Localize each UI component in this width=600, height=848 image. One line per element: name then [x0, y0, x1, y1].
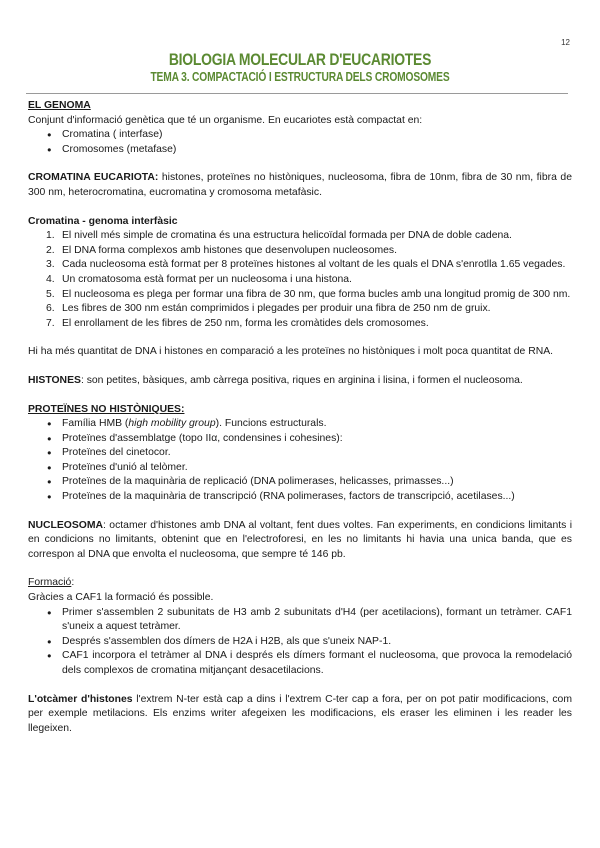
- list-item: ● Cromatina ( interfase): [28, 128, 572, 143]
- page-number: 12: [561, 38, 570, 47]
- formacio-intro: Gràcies a CAF1 la formació és possible.: [28, 592, 214, 604]
- heading-genoma: EL GENOMA: [28, 100, 91, 111]
- cromatina-eucariota-text: histones, proteïnes no històniques, nucleosoma, fibra de 10nm, fibra de 30 nm, fibra de 300 nm, heterocromatina, eucromatina y cromosoma metafàsic.: [28, 172, 572, 198]
- header-divider: [26, 93, 568, 94]
- list-item: ● Proteïnes de la maquinària de replicació (DNA polimerases, helicasses, primasses...): [28, 475, 572, 490]
- list-item: ● Família HMB (high mobility group). Funcions estructurals.: [28, 417, 572, 432]
- list-item: ● Proteïnes d'assemblatge (topo IIα, condensines i cohesines):: [28, 432, 572, 447]
- list-item: 3. Cada nucleosoma està format per 8 proteïnes histones al voltant de les quals el DNA s'enrotlla 1.65 vegades.: [46, 259, 566, 271]
- section-genoma: [28, 99, 572, 157]
- section-proteines: [28, 403, 572, 505]
- octamer-text: l'extrem N-ter està cap a dins i l'extrem C-ter cap a fora, per on pot patir modificacions, com per exemple metilacions. Els enzims writer afegeixen les modificacions, els eraser les eliminen i les reader les llegeixen.: [28, 693, 572, 734]
- section-formacio: Formació: Gràcies a CAF1 la formació és possible. ● Primer s'assemblen 2 subunitats de H3 amb 2 subunitats d'H4 (per acetilacions), formant un tetràmer. CAF1 s'uneix a aquest tetràmer. ● Després s'assemblen dos dímers de H2A i H2B, als que s'uneix NAP-1. ● CAF1 incorpora el tetràmer al DNA i després els dímers formant el nucleosoma, que provoca la remodelació dels complexos de cromatina mitjançant desacetilacions.: [28, 576, 572, 678]
- list-item: 4. Un cromatosoma està format per un nucleosoma i una histona.: [46, 273, 352, 285]
- cromatina-genoma-list: [28, 229, 572, 331]
- list-item: ● CAF1 incorpora el tetràmer al DNA i després els dímers formant el nucleosoma, que provoca la remodelació dels complexos de cromatina mitjançant desacetilacions.: [28, 649, 572, 678]
- section-cromatina-eucariota: [28, 171, 572, 200]
- formacio-list: [28, 606, 572, 679]
- heading-proteines: PROTEÏNES NO HISTÒNIQUES:: [28, 403, 185, 415]
- section-nucleosoma: [28, 519, 572, 563]
- list-item: 6. Les fibres de 300 nm están comprimidos i plegades per produir una fibra de 250 nm de gruix.: [46, 303, 491, 315]
- proteines-list: [28, 417, 572, 505]
- section-octamer: [28, 693, 572, 737]
- list-item: ● Proteïnes del cinetocor.: [28, 446, 572, 461]
- section-histones: [28, 374, 572, 389]
- list-item: 7. El enrollament de les fibres de 250 nm, forma les cromàtides dels cromosomes.: [46, 317, 429, 329]
- quantitat-text: Hi ha més quantitat de DNA i histones en comparació a les proteïnes no històniques i molt poca quantitat de RNA.: [28, 346, 554, 358]
- histones-text: : son petites, bàsiques, amb càrrega positiva, riques en arginina i lisina, i formen el nucleosoma.: [80, 374, 523, 386]
- list-item: ● Proteïnes d'unió al telòmer.: [28, 461, 572, 476]
- document-title: BIOLOGIA MOLECULAR D'EUCARIOTES: [168, 50, 432, 69]
- document-header: [0, 50, 600, 85]
- section-quantitat: [28, 345, 572, 360]
- list-item: ● Proteïnes de la maquinària de transcripció (RNA polimerases, factors de transcripció, acetilases...): [28, 490, 572, 505]
- cromatina-eucariota-label: CROMATINA EUCARIOTA:: [28, 172, 159, 184]
- list-item: ● Després s'assemblen dos dímers de H2A i H2B, als que s'uneix NAP-1.: [28, 635, 572, 650]
- nucleosoma-text: : octamer d'histones amb DNA al voltant, fent dues voltes. Fan experiments, en condicions limitants i en condicions no limitants, obtenint que en l'electroforesi, en les no limitants hi havia una unica banda, que es correspon al DNA que envolta el nucleosoma, que sempre té 146 pb.: [28, 519, 572, 560]
- heading-formacio: Formació: [28, 577, 72, 589]
- list-item: 2. El DNA forma complexos amb histones que desenvolupen nucleosomes.: [46, 244, 397, 256]
- list-item: 5. El nucleosoma es plega per formar una fibra de 30 nm, que forma bucles amb una longitud promig de 300 nm.: [46, 288, 571, 300]
- heading-cromatina-genoma: Cromatina - genoma interfàsic: [28, 215, 178, 227]
- document-body: [28, 99, 572, 736]
- genoma-intro: Conjunt d'informació genètica que té un organisme. En eucariotes està compactat en:: [28, 114, 423, 126]
- list-item: ● Cromosomes (metafase): [28, 143, 572, 158]
- list-item: 1. El nivell més simple de cromatina és una estructura helicoïdal formada per DNA de doble cadena.: [46, 230, 512, 242]
- list-item: ● Primer s'assemblen 2 subunitats de H3 amb 2 subunitats d'H4 (per acetilacions), formant un tetràmer. CAF1 s'uneix a aquest tetràmer.: [28, 606, 572, 635]
- nucleosoma-label: NUCLEOSOMA: [28, 519, 104, 531]
- histones-label: HISTONES: [28, 374, 81, 386]
- section-cromatina-genoma: [28, 215, 572, 332]
- document-subtitle: TEMA 3. COMPACTACIÓ I ESTRUCTURA DELS CROMOSOMES: [150, 70, 450, 84]
- genoma-list: [28, 128, 572, 157]
- octamer-label: L'otcàmer d'histones: [28, 693, 133, 705]
